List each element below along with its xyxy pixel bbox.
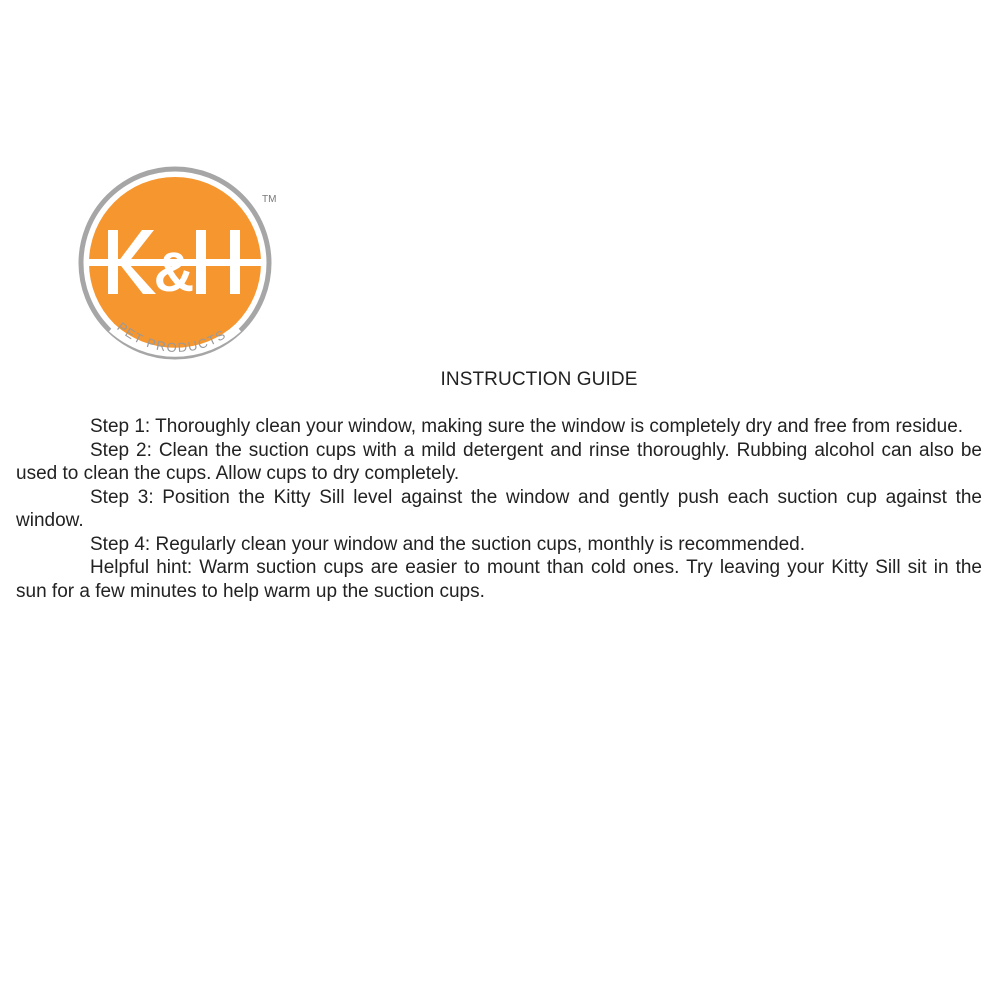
logo-trademark: TM <box>262 194 277 205</box>
instruction-step-2: Step 2: Clean the suction cups with a mild detergent and rinse thoroughly. Rubbing alcohol can also be used to clean the cups. Allow cups to dry completely. <box>16 439 982 484</box>
kh-logo-graphic <box>72 160 282 375</box>
logo-ampersand: & <box>153 240 195 303</box>
instruction-step-1: Step 1: Thoroughly clean your window, making sure the window is completely dry and free from residue. <box>90 416 964 437</box>
document-title: INSTRUCTION GUIDE <box>440 369 638 390</box>
instruction-step-3: Step 3: Position the Kitty Sill level against the window and gently push each suction cup against the window. <box>16 486 982 531</box>
instruction-body <box>16 415 982 603</box>
helpful-hint: Helpful hint: Warm suction cups are easier to mount than cold ones. Try leaving your Kitty Sill sit in the sun for a few minutes to help warm up the suction cups. <box>16 557 982 602</box>
kh-pet-products-logo <box>72 160 282 375</box>
logo-tagline: PET PRODUCTS <box>114 319 229 356</box>
instruction-step-4: Step 4: Regularly clean your window and the suction cups, monthly is recommended. <box>90 533 805 555</box>
